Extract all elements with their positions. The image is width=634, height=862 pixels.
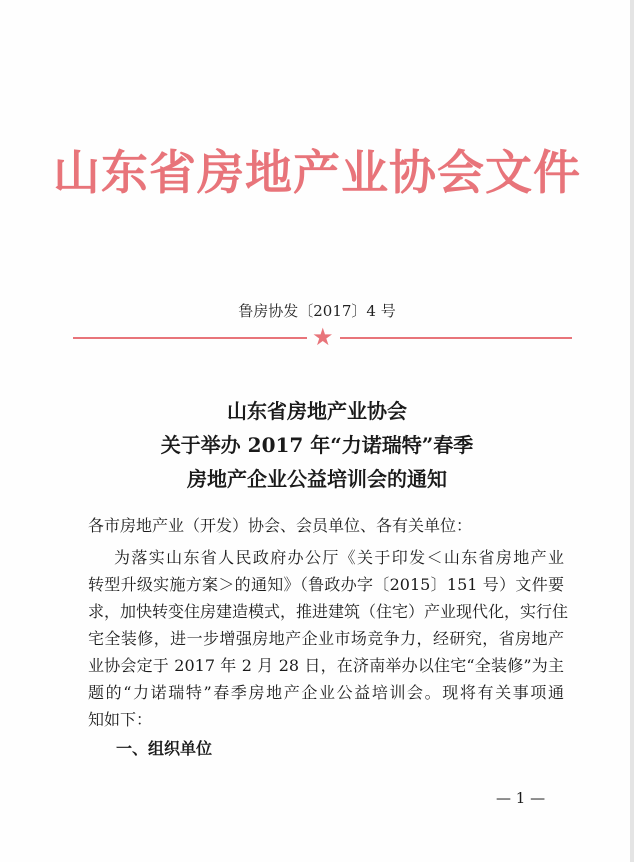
notice-title-line: 关于举办 2017 年“力诺瑞特”春季 xyxy=(160,433,474,457)
body-line: 求，加快转变住房建造模式，推进建筑（住宅）产业现代化，实行住 xyxy=(88,602,569,621)
body-line: 转型升级实施方案＞的通知》（鲁政办字〔2015〕151 号）文件要 xyxy=(88,575,564,594)
notice-title-line: 山东省房地产业协会 xyxy=(227,399,407,423)
notice-title xyxy=(0,394,634,496)
body-line: 知如下： xyxy=(88,710,153,729)
section-heading: 一、组织单位 xyxy=(116,739,213,758)
document-header-title: 山东省房地产业协会文件 xyxy=(53,146,581,201)
body-line: 为落实山东省人民政府办公厅《关于印发＜山东省房地产业 xyxy=(114,548,564,567)
body-line: 题的“力诺瑞特”春季房地产企业公益培训会。现将有关事项通 xyxy=(88,683,564,702)
notice-title-line: 房地产企业公益培训会的通知 xyxy=(187,467,447,491)
red-separator-left xyxy=(73,337,307,339)
document-number: 鲁房协发〔2017〕4 号 xyxy=(238,302,396,320)
red-separator-right xyxy=(340,337,572,339)
salutation: 各市房地产业（开发）协会、会员单位、各有关单位： xyxy=(88,516,473,535)
body-line: 宅全装修，进一步增强房地产企业市场竞争力，经研究，省房地产 xyxy=(88,629,564,648)
page-number: — 1 — xyxy=(496,789,546,807)
star-icon: ★ xyxy=(312,323,334,351)
body-line: 业协会定于 2017 年 2 月 28 日，在济南举办以住宅“全装修”为主 xyxy=(88,656,564,675)
